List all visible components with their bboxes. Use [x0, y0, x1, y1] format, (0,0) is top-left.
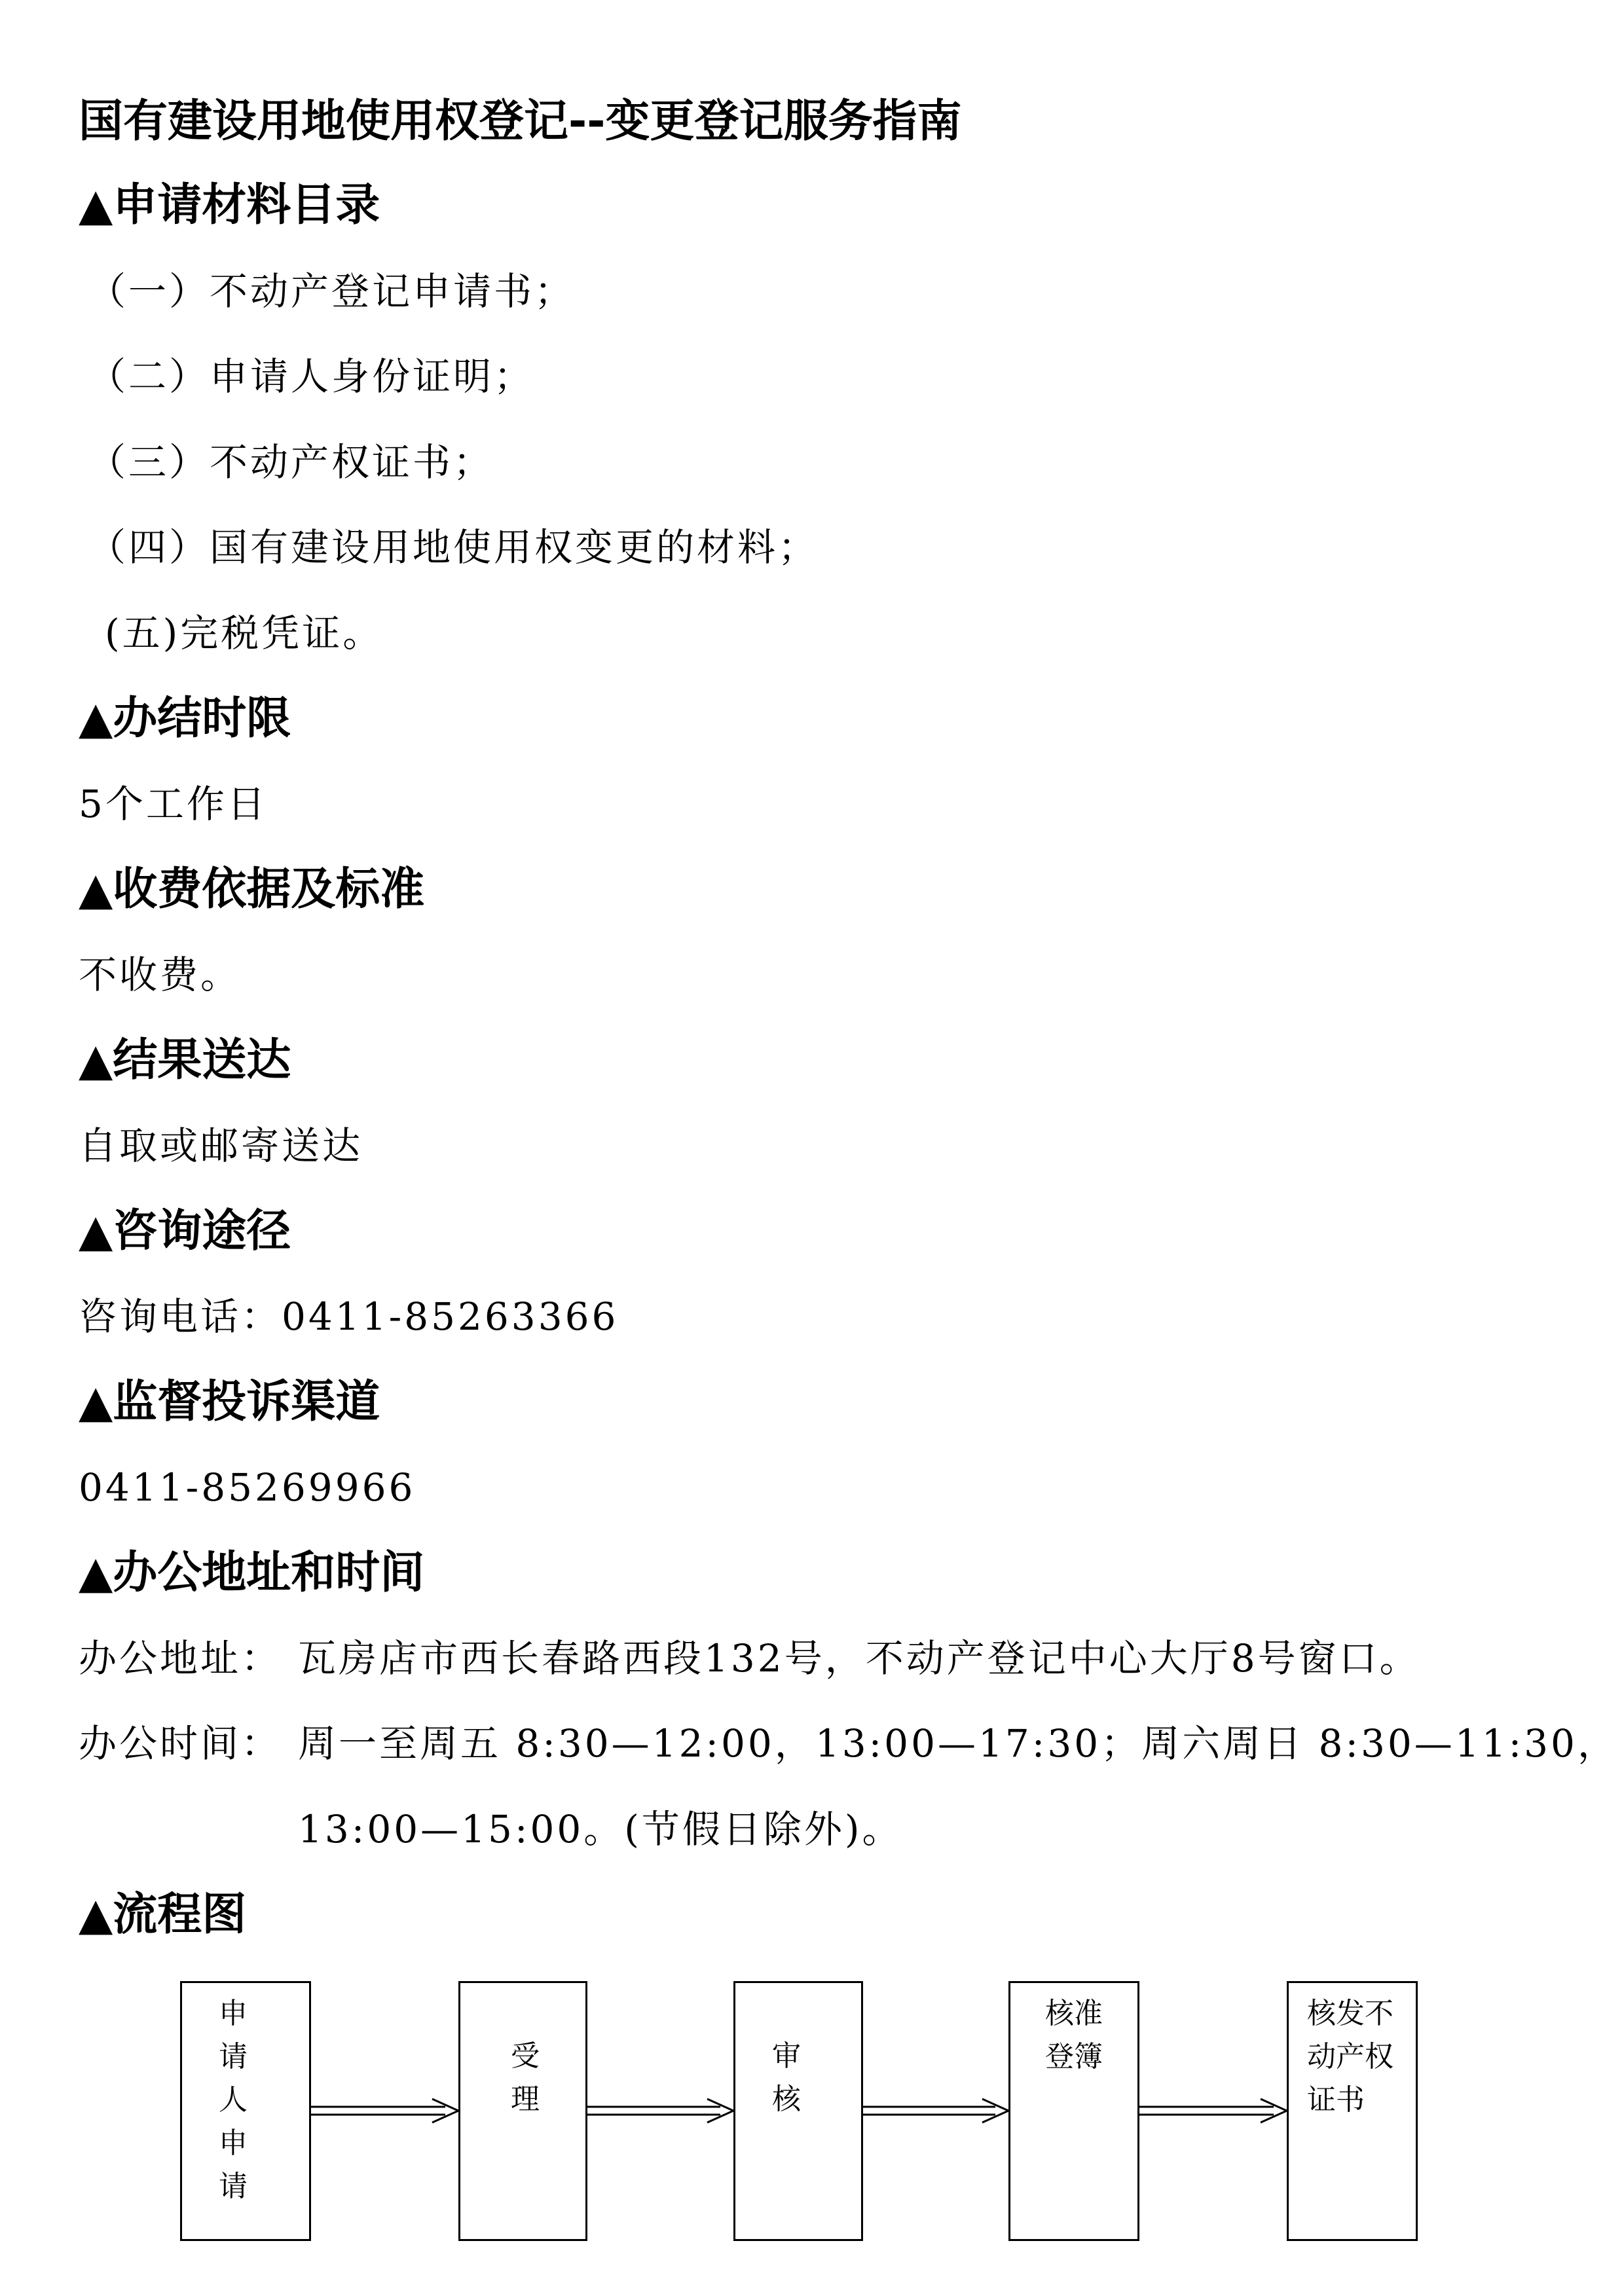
flow-step-review [733, 1981, 863, 2241]
flow-arrow-4 [1139, 2099, 1287, 2123]
complaint-phone: 0411-85269966 [79, 1465, 416, 1510]
flow-step-label: 受理 [511, 2039, 540, 2116]
time-limit-heading: ▲办结时限 [79, 693, 291, 744]
flow-step-label: 核准登簿 [1045, 1997, 1103, 2073]
flow-step-label: 申请人申请 [219, 1997, 248, 2203]
flow-step-accept [458, 1981, 587, 2241]
materials-item: （二）申请人身份证明； [88, 354, 535, 399]
delivery-heading: ▲结果送达 [79, 1034, 291, 1086]
flow-step-approve [1008, 1981, 1139, 2241]
flowchart-heading: ▲流程图 [79, 1889, 247, 1941]
consult-phone: 咨询电话：0411-85263366 [79, 1294, 619, 1339]
complaint-heading: ▲监督投诉渠道 [79, 1376, 380, 1428]
office-hours-label: 办公时间： [79, 1721, 282, 1766]
materials-item: （三）不动产权证书； [88, 440, 494, 484]
delivery-text: 自取或邮寄送达 [79, 1123, 363, 1168]
office-hours-line2: 13:00—15:00。(节假日除外)。 [298, 1807, 903, 1851]
office-heading: ▲办公地址和时间 [79, 1547, 425, 1599]
time-limit-text: 5个工作日 [79, 782, 268, 826]
flow-arrow-2 [587, 2099, 733, 2123]
materials-heading: ▲申请材料目录 [79, 179, 380, 231]
materials-item: （四）国有建设用地使用权变更的材料； [88, 525, 819, 570]
flow-step-label: 核发不动产权证书 [1307, 1997, 1393, 2117]
fees-heading: ▲收费依据及标准 [79, 864, 425, 915]
office-address-label: 办公地址： [79, 1636, 282, 1681]
materials-item: （一）不动产登记申请书； [88, 269, 576, 314]
flow-step-apply [180, 1981, 311, 2241]
materials-item: (五)完税凭证。 [105, 611, 384, 655]
office-address: 瓦房店市西长春路西段132号，不动产登记中心大厅8号窗口。 [298, 1636, 1420, 1681]
fees-text: 不收费。 [79, 953, 242, 997]
flow-arrow-3 [863, 2099, 1008, 2123]
flow-arrow-1 [311, 2099, 458, 2123]
page-title: 国有建设用地使用权登记--变更登记服务指南 [79, 96, 962, 147]
flow-step-issue [1287, 1981, 1418, 2241]
flow-step-label: 审核 [772, 2039, 801, 2116]
office-hours-line1: 周一至周五 8:30—12:00，13:00—17:30；周六周日 8:30—11:30， [298, 1721, 1618, 1766]
consult-heading: ▲咨询途径 [79, 1205, 291, 1257]
